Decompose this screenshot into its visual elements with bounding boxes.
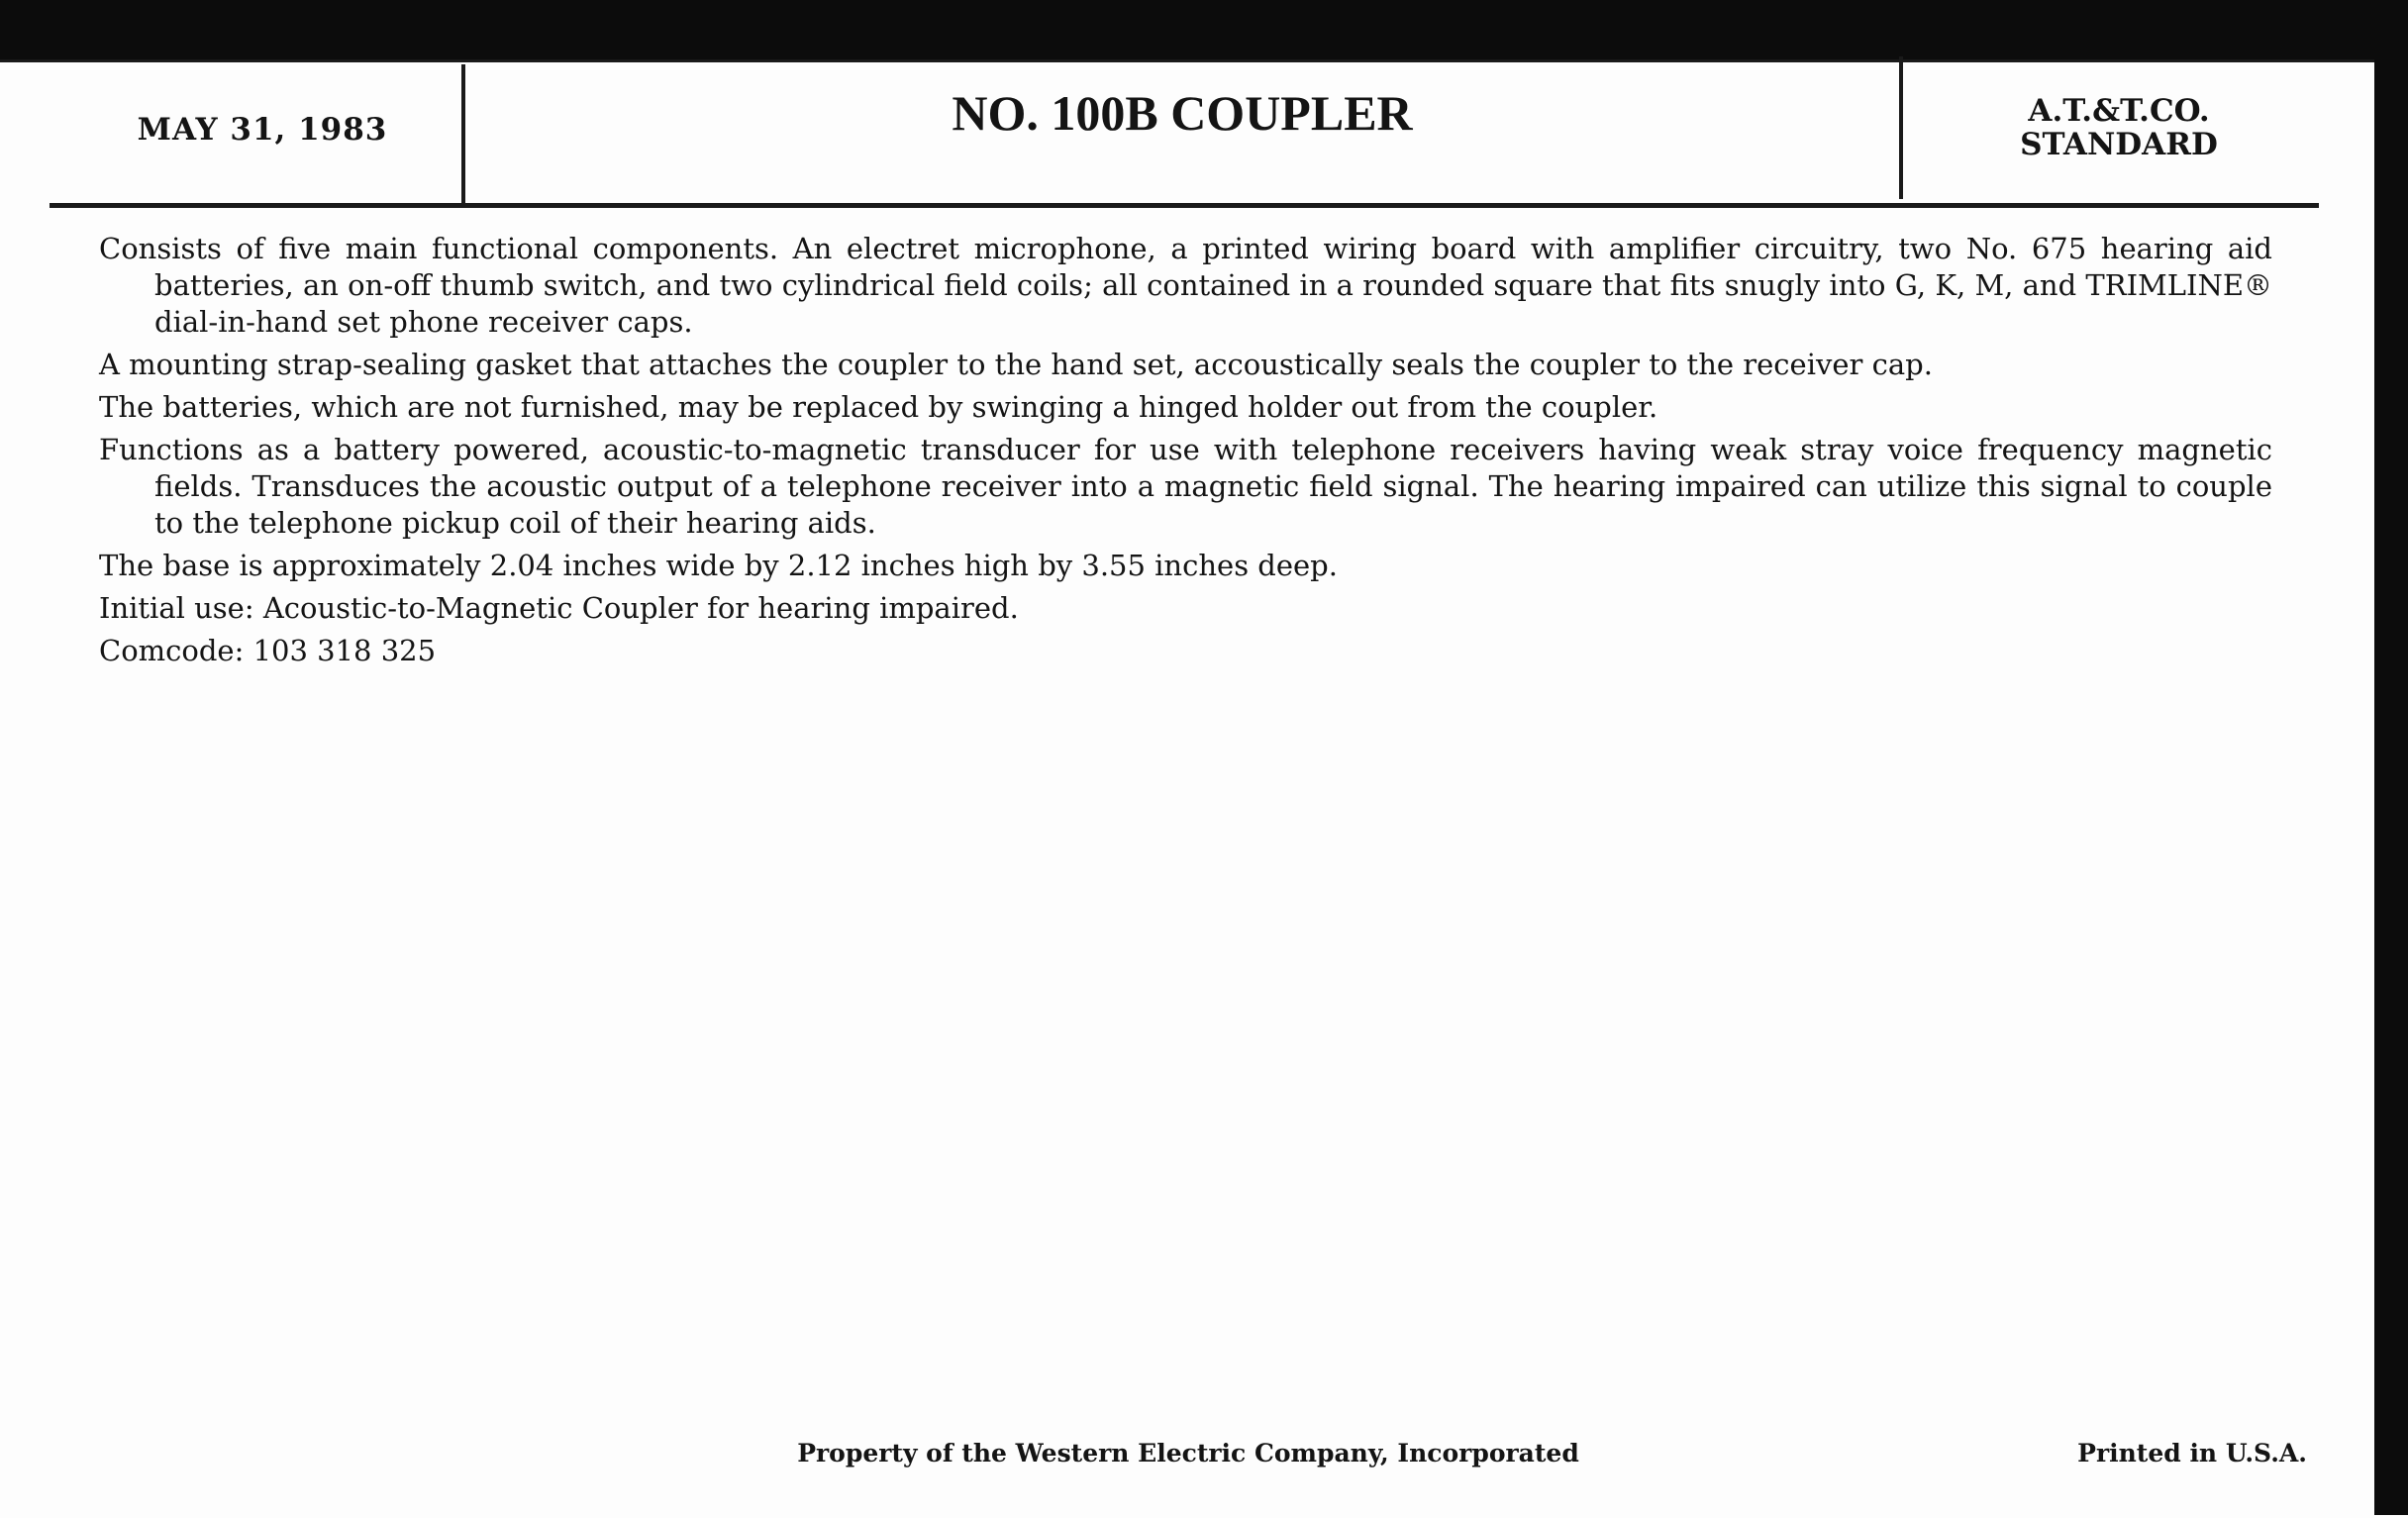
spec-card: [0, 59, 2374, 1518]
document-title: NO. 100B COUPLER: [952, 85, 1413, 141]
para-comcode: Comcode: 103 318 325: [99, 634, 437, 667]
para-gasket: A mounting strap-sealing gasket that attaches the coupler to the hand set, accoustically seals the coupler to the receiver cap.: [99, 348, 1933, 381]
issue-date: MAY 31, 1983: [137, 112, 388, 148]
scan-border-right: [2374, 0, 2408, 1515]
para-dimensions: The base is approximately 2.04 inches wide by 2.12 inches high by 3.55 inches deep.: [99, 549, 1338, 582]
para-components: Consists of five main functional components. An electret microphone, a printed wiring board with amplifier circuitry, two No. 675 hearing aid batteries, an on-off thumb switch, and two cylindrical field coils; all contained in a rounded square that fits snugly into G, K, M, and TRIMLINE® dial-in-hand set phone receiver caps.: [99, 232, 2272, 339]
standard-word: STANDARD: [2020, 127, 2218, 162]
footer-printed: Printed in U.S.A.: [2077, 1439, 2307, 1467]
para-initial-use: Initial use: Acoustic-to-Magnetic Coupler for hearing impaired.: [99, 591, 1019, 625]
para-function: Functions as a battery powered, acoustic-to-magnetic transducer for use with telephone receivers having weak stray voice frequency magnetic fields. Transduces the acoustic output of a telephone receiver into a magnetic field signal. The hearing impaired can utilize this signal to couple to the telephone pickup coil of their hearing aids.: [99, 433, 2272, 540]
footer-property: Property of the Western Electric Company, Incorporated: [797, 1439, 1579, 1467]
header-divider-right: [1899, 56, 1903, 199]
standard-company: A.T.&T.CO.: [2028, 93, 2210, 129]
description-body: [99, 231, 2272, 675]
scan-border-top: [0, 0, 2408, 61]
header-rule: [50, 203, 2319, 208]
para-batteries: The batteries, which are not furnished, may be replaced by swinging a hinged holder out from the coupler.: [99, 390, 1658, 424]
standard-label: [1941, 94, 2297, 161]
